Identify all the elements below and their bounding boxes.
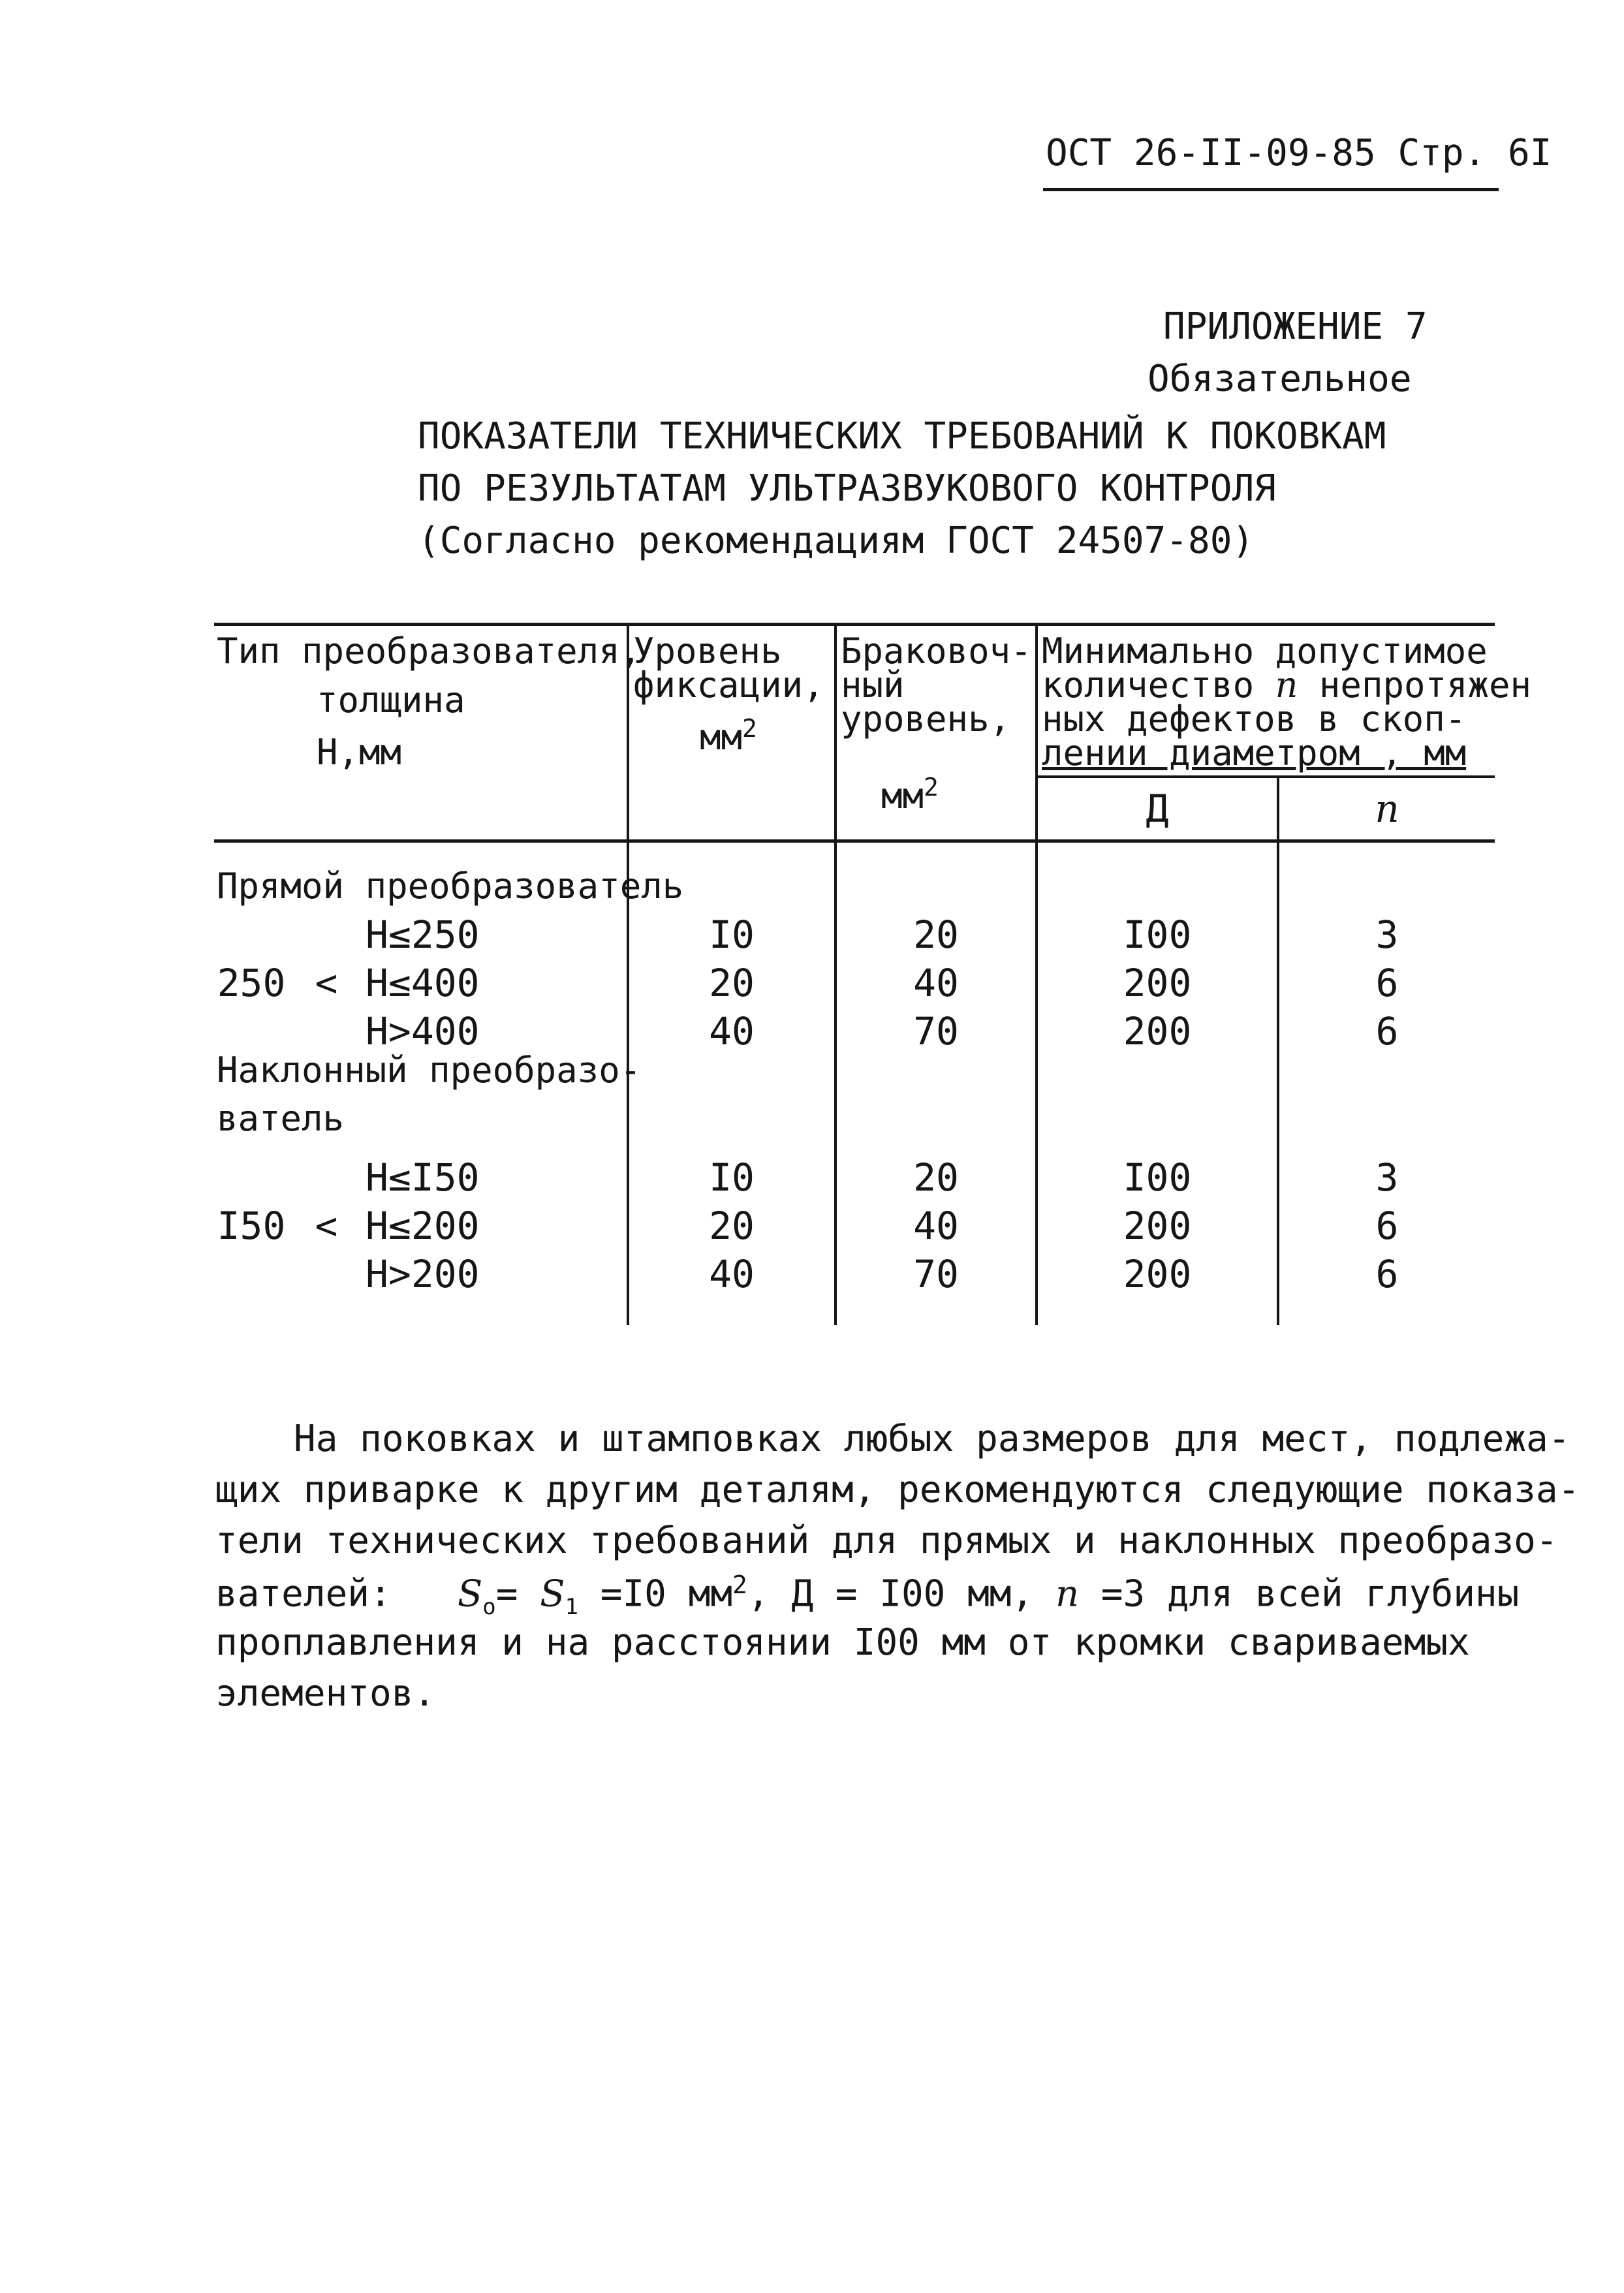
group2-title-line1: Наклонный преобразо- <box>217 1050 642 1091</box>
row-diameter: 200 <box>1123 1009 1192 1053</box>
row-diameter: I00 <box>1123 1155 1192 1200</box>
row-thickness: Н>200 <box>366 1252 480 1296</box>
row-cmp: < <box>315 961 338 1005</box>
row-thickness: Н>400 <box>366 1009 480 1053</box>
row-n: 3 <box>1375 913 1399 957</box>
row-thickness: Н≤200 <box>366 1204 480 1248</box>
col1-header-line1: Тип преобразователя, <box>217 631 642 672</box>
appendix-label: ПРИЛОЖЕНИЕ 7 <box>1163 305 1428 348</box>
col3-header-line1: Браковоч- <box>841 631 1032 672</box>
row-diameter: 200 <box>1123 1204 1192 1248</box>
row-reject: 70 <box>913 1252 959 1296</box>
row-diameter: 200 <box>1123 961 1192 1005</box>
col4-header-line4: лении диаметром , мм <box>1042 732 1467 773</box>
row-fixation: 40 <box>709 1252 755 1296</box>
table-header-bottom-rule <box>214 839 1495 843</box>
row-n: 6 <box>1375 1009 1399 1053</box>
row-n: 6 <box>1375 1252 1399 1296</box>
group1-title: Прямой преобразователь <box>217 866 684 907</box>
col1-header-line3: Н,мм <box>317 732 402 773</box>
appendix-status: Обязательное <box>1148 358 1412 400</box>
row-fixation: 20 <box>709 1204 755 1248</box>
col3-header-line2: ный <box>841 664 905 706</box>
table-subheader-rule <box>1038 775 1495 778</box>
row-lhs: I50 <box>217 1204 286 1248</box>
header-underline <box>1043 188 1499 191</box>
paragraph-line-3: тели технических требований для прямых и наклонных преобразо- <box>215 1520 1558 1562</box>
row-n: 6 <box>1375 961 1399 1005</box>
row-thickness: Н≤250 <box>366 913 480 957</box>
row-n: 3 <box>1375 1155 1399 1200</box>
col3-header-unit: $мм^2$ <box>881 773 939 817</box>
group2-title-line2: ватель <box>217 1098 345 1139</box>
row-fixation: I0 <box>709 913 755 957</box>
paragraph-line-5: проплавления и на расстоянии I00 мм от кромки свариваемых <box>215 1621 1470 1664</box>
row-fixation: 20 <box>709 961 755 1005</box>
subheader-diameter: Д <box>1146 787 1169 831</box>
row-diameter: I00 <box>1123 913 1192 957</box>
row-thickness: Н≤I50 <box>366 1155 480 1200</box>
paragraph-line-4: вателей: $S_o= S_1 =I0$ $мм^2$, Д = I00 мм, n =3 для всей глубины <box>215 1570 1520 1620</box>
col2-header-unit: $мм^2$ <box>700 714 757 758</box>
paragraph-line-2: щих приварке к другим деталям, рекомендуются следующие показа- <box>215 1469 1580 1511</box>
paragraph-line-1: На поковках и штамповках любых размеров для мест, подлежа- <box>294 1418 1570 1460</box>
paragraph-line-6: элементов. <box>215 1672 436 1715</box>
row-n: 6 <box>1375 1204 1399 1248</box>
col2-header-line2: фиксации, <box>633 664 824 706</box>
row-fixation: I0 <box>709 1155 755 1200</box>
document-code: ОСТ 26-II-09-85 Стр. 6I <box>1046 132 1552 174</box>
col2-header-line1: Уровень <box>633 631 782 672</box>
col4-header-line2: количество n непротяжен <box>1042 664 1532 706</box>
row-diameter: 200 <box>1123 1252 1192 1296</box>
col4-header-line1: Минимально допустимое <box>1042 631 1488 672</box>
row-reject: 20 <box>913 913 959 957</box>
table-top-rule <box>214 623 1495 626</box>
row-fixation: 40 <box>709 1009 755 1053</box>
title-line-1: ПОКАЗАТЕЛИ ТЕХНИЧЕСКИХ ТРЕБОВАНИЙ К ПОКОВКАМ <box>418 415 1386 458</box>
row-reject: 20 <box>913 1155 959 1200</box>
col4-header-line3: ных дефектов в скоп- <box>1042 698 1467 740</box>
subheader-n: n <box>1375 787 1399 831</box>
row-thickness: Н≤400 <box>366 961 480 1005</box>
col1-header-line2: толщина <box>317 679 465 721</box>
col3-header-line3: уровень, <box>841 698 1011 740</box>
row-reject: 70 <box>913 1009 959 1053</box>
row-reject: 40 <box>913 961 959 1005</box>
title-line-2: ПО РЕЗУЛЬТАТАМ УЛЬТРАЗВУКОВОГО КОНТРОЛЯ <box>418 467 1276 510</box>
row-reject: 40 <box>913 1204 959 1248</box>
row-cmp: < <box>315 1204 338 1248</box>
row-lhs: 250 <box>217 961 286 1005</box>
title-line-3: (Согласно рекомендациям ГОСТ 24507-80) <box>418 520 1255 562</box>
